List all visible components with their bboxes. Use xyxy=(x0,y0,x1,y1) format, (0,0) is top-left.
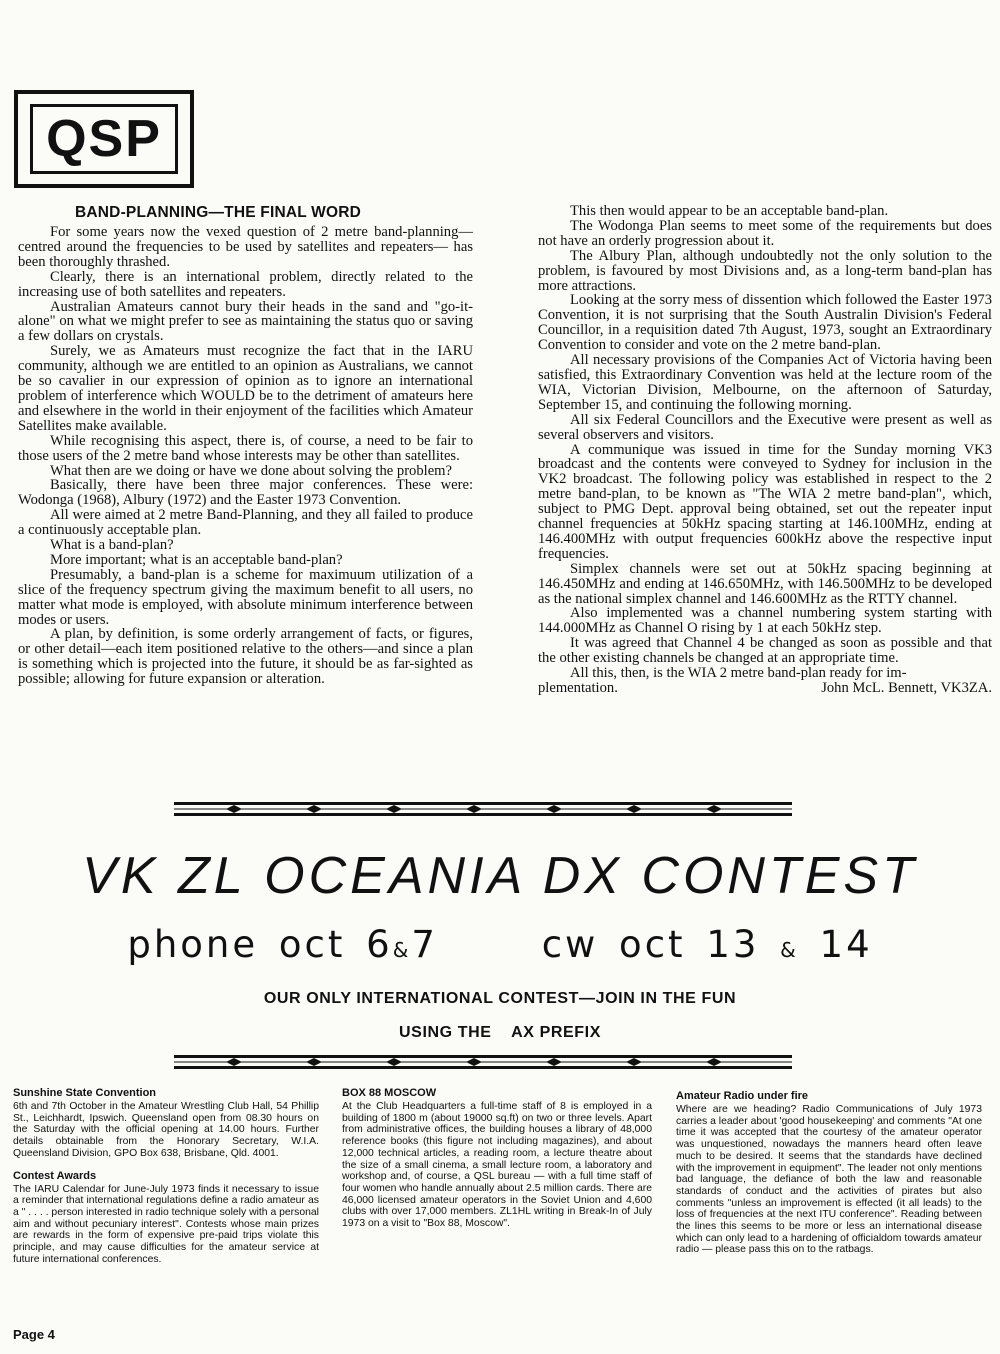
article-paragraph: All six Federal Councillors and the Executive were present as well as several observers and visitors. xyxy=(538,411,992,443)
article-paragraph: Clearly, there is an international problem, directly related to the increasing use of both satellites and repeaters. xyxy=(18,268,473,300)
page-number: Page 4 xyxy=(13,1327,55,1342)
contest-dates xyxy=(0,922,1000,973)
article-title: BAND-PLANNING—THE FINAL WORD xyxy=(75,204,362,221)
news-column-2 xyxy=(342,1086,652,1230)
phone-day-2: 7 xyxy=(411,923,438,966)
article-paragraph: Basically, there have been three major conferences. These were: Wodonga (1968), Albury (1972) and the Easter 1973 Convention. xyxy=(18,477,473,509)
article-paragraph: Looking at the sorry mess of dissention which followed the Easter 1973 Convention, it is not surprising that the South Australin Division's Federal Councillor, in a requisition dated 7th August, 1973, sought an Extraordinary Convention to consider and vote on the 2 metre band-plan. xyxy=(538,292,992,354)
fire-heading: Amateur Radio under fire xyxy=(676,1090,809,1102)
article-paragraph: What then are we doing or have we done about solving the problem? xyxy=(50,462,453,479)
box88-heading: BOX 88 MOSCOW xyxy=(342,1087,437,1099)
awards-body: The IARU Calendar for June-July 1973 finds it necessary to issue a reminder that international regulations define a radio amateur as a " . . . . person interested in radio technique solely with a personal aim and without pecuniary interest". Contests whose main prizes are rewards in the form of expensive pre-paid trips violate this principle, and may cause difficulties for the amateur service at future international conferences. xyxy=(13,1183,319,1265)
article-paragraph: Surely, we as Amateurs must recognize the fact that in the IARU community, although we are entitled to an opinion as Australians, we cannot be so cavalier in our expression of opinion as to ignore an international problem of interference which WOULD be to the detriment of amateurs here and elsewhere in the world in their enjoyment of the facilities which Amateur Satellites make available. xyxy=(18,343,473,434)
sunshine-heading: Sunshine State Convention xyxy=(13,1087,157,1099)
box88-body: At the Club Headquarters a full-time staff of 8 is employed in a building of 1800 m (about 19000 sq.ft) on two or three levels. Apart from administrative offices, the building houses a library of 48,000 reference books (this figure not including magazines), and about 12,000 technical articles, a reading room, a lecture theatre about the size of a small cinema, a small lecture room, a laboratory and workshop and, of course, a QSL bureau — with a full time staff of four women who handle annually about 2.5 million cards. There are 46,000 licensed amateur operators in the Soviet Union and 4,600 clubs with over 17,000 members. ZL1HL writing in Break-In of July 1973 on a visit to "Box 88, Moscow". xyxy=(342,1101,652,1230)
article-paragraph: For some years now the vexed question of 2 metre band-planning—centred around the frequencies to be used by satellites and repeaters— has been thoroughly thrashed. xyxy=(18,224,473,270)
article-right-column xyxy=(538,204,992,696)
article-paragraph: What is a band-plan? xyxy=(50,537,174,554)
contest-prefix-line: USING THE AX PREFIX xyxy=(399,1024,601,1041)
decorative-rule-top xyxy=(174,800,792,818)
awards-heading: Contest Awards xyxy=(13,1169,97,1182)
article-signature: John McL. Bennett, VK3ZA. xyxy=(821,680,992,696)
sunshine-body: 6th and 7th October in the Amateur Wrestling Club Hall, 54 Phillip St., Leichhardt, Ipswich. Queensland open from 08.30 hours on the Saturday with the official opening at 14.00 hours. Further details obtainable from the Honorary Secretary, W.I.A. Queensland Division, GPO Box 638, Brisbane, Qld. 4001. xyxy=(13,1101,319,1159)
article-paragraph: Presumably, a band-plan is a scheme for maximuum utilization of a slice of the frequency spectrum giving the maximum benefit to all users, no matter what mode is employed, with absolute minimum interference between modes or users. xyxy=(18,566,473,628)
decorative-rule-bottom xyxy=(174,1053,792,1071)
article-paragraph: All necessary provisions of the Companies Act of Victoria having been satisfied, this Extraordinary Convention was held at the lecture room of the WIA, Victorian Division, Melbourne, on the afternoon of Saturday, September 15, and continuing the following morning. xyxy=(538,352,992,413)
contest-tagline: OUR ONLY INTERNATIONAL CONTEST—JOIN IN THE FUN xyxy=(263,990,737,1007)
article-left-column xyxy=(18,204,473,687)
article-paragraph: Australian Amateurs cannot bury their heads in the sand and "go-it-alone" on what we might prefer to see as maintaining the status quo or saving a few dollars on crystals. xyxy=(18,298,473,345)
qsp-label: QSP xyxy=(30,104,178,174)
article-paragraph: A communique was issued in time for the Sunday morning VK3 broadcast and the contents were conveyed to Sydney for inclusion in the VK2 broadcast. The following policy was established in respect to the 2 metre band-plan, to be known as "The WIA 2 metre band-plan", which, subject to PMG Dept. approval being obtained, set out the repeater input channel frequencies at 50kHz spacing starting at 146.100MHz, ending at 146.400MHz with output frequencies 600kHz above the respective input frequencies. xyxy=(538,441,992,562)
news-column-3 xyxy=(676,1089,982,1256)
qsp-header-box xyxy=(14,90,194,188)
article-paragraph: While recognising this aspect, there is, of course, a need to be fair to those users of the 2 metre band whose interests may be other than satellites. xyxy=(18,432,473,464)
phone-ampersand: & xyxy=(392,938,412,962)
article-closing: All this, then, is the WIA 2 metre band-plan ready for im- xyxy=(570,665,907,682)
article-paragraph: The Wodonga Plan seems to meet some of the requirements but does not have an orderly progression about it. xyxy=(538,217,992,249)
article-paragraph: Also implemented was a channel numbering system starting with 144.000MHz as Channel O rising by 1 at each 50kHz step. xyxy=(538,605,992,637)
cw-day-2: 14 xyxy=(819,923,873,966)
article-paragraph: The Albury Plan, although undoubtedly not the only solution to the problem, is favoured by most Divisions and, as a long-term band-plan has more attractions. xyxy=(538,247,992,294)
article-closing-end: plementation. xyxy=(538,680,618,696)
cw-day-1: 13 xyxy=(706,923,760,966)
phone-day-1: 6 xyxy=(366,923,393,966)
closing-signature-row xyxy=(538,681,992,696)
article-paragraph: More important; what is an acceptable band-plan? xyxy=(50,551,343,568)
article-paragraph: This then would appear to be an acceptable band-plan. xyxy=(570,203,889,219)
article-paragraph: All were aimed at 2 metre Band-Planning, and they all failed to produce a continuously acceptable plan. xyxy=(18,507,473,539)
cw-ampersand: & xyxy=(780,938,799,962)
fire-body: Where are we heading? Radio Communications of July 1973 carries a leader about 'good housekeeping' and comments "At one time it was accepted that the courtesy of the amateur operator was unquestioned, nowadays the manners heard often leave much to be desired. It seems that the standards have declined with the improvement in equipment". The leader not only mentions bad language, the defiance of both the law and reasonable standards of conduct and the activities of pirates but also comments "unless an improvement is effected (it all leads) to the loss of frequencies at the next ITU conference". Reading between the lines this seems to be more or less an international disease which can only lead to a hardening of officialdom towards amateur radio — please pass this on to the ratbags. xyxy=(676,1104,982,1256)
contest-title: VK ZL OCEANIA DX CONTEST xyxy=(82,847,918,905)
cw-label: cw oct xyxy=(541,923,686,966)
article-paragraph: It was agreed that Channel 4 be changed as soon as possible and that the other existing channels be changed at an appropriate time. xyxy=(538,635,992,667)
article-paragraph: Simplex channels were set out at 50kHz spacing beginning at 146.450MHz and ending at 146.650MHz, with 146.500MHz to be developed as the national simplex channel and 146.600MHz as the RTTY channel. xyxy=(538,560,992,607)
news-column-1 xyxy=(13,1086,319,1265)
phone-label: phone oct xyxy=(127,923,346,966)
article-paragraph: A plan, by definition, is some orderly arrangement of facts, or figures, or other detail—each item positioned relative to the others—and since a plan is something which is projected into the future, it should be as far-sighted as possible; allowing for future expansion or alteration. xyxy=(18,626,473,688)
